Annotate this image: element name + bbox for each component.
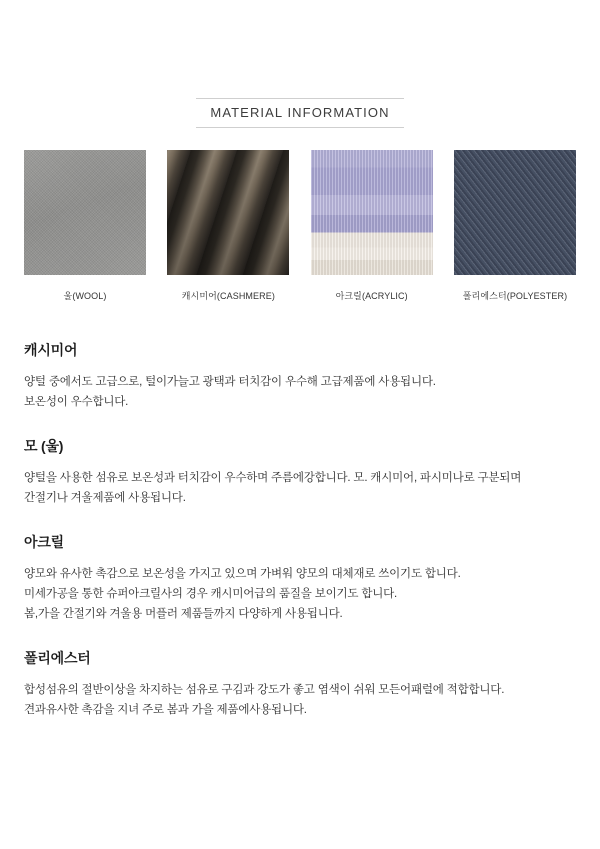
- section-line: 합성섬유의 절반이상을 차지하는 섬유로 구김과 강도가 좋고 염색이 쉬워 모든어패럴에 적합합니다.: [24, 684, 505, 696]
- wool-swatch-image: [24, 150, 146, 275]
- polyester-swatch-label: 폴리에스터(POLYESTER): [462, 291, 568, 301]
- polyester-swatch-image: [454, 150, 576, 275]
- section-line: 봄,가을 간절기와 겨울용 머플러 제품들까지 다양하게 사용됩니다.: [24, 608, 343, 620]
- section-acrylic: [24, 532, 580, 624]
- swatch-row: [24, 150, 576, 302]
- section-line: 보온성이 우수합니다.: [24, 396, 129, 408]
- section-polyester: [24, 648, 580, 720]
- acrylic-swatch-label: 아크릴(ACRYLIC): [335, 291, 408, 301]
- section-line: 미세가공을 통한 슈퍼아크릴사의 경우 캐시미어급의 품질을 보이기도 합니다.: [24, 588, 398, 600]
- page-title-wrap: [0, 98, 600, 128]
- section-heading: 캐시미어: [24, 342, 78, 358]
- swatch-item-acrylic: [311, 150, 433, 302]
- swatch-item-polyester: [454, 150, 576, 302]
- section-line: 견과유사한 촉감을 지녀 주로 봄과 가을 제품에사용됩니다.: [24, 704, 307, 716]
- section-wool: [24, 436, 580, 508]
- section-cashmere: [24, 340, 580, 412]
- section-heading: 모 (울): [24, 438, 64, 454]
- page-title: MATERIAL INFORMATION: [196, 98, 403, 128]
- swatch-item-wool: [24, 150, 146, 302]
- cashmere-swatch-image: [167, 150, 289, 275]
- section-line: 양털 중에서도 고급으로, 털이가늘고 광택과 터치감이 우수해 고급제품에 사용됩니다.: [24, 376, 436, 388]
- section-line: 간절기나 겨울제품에 사용됩니다.: [24, 492, 186, 504]
- wool-swatch-label: 울(WOOL): [63, 291, 107, 301]
- section-heading: 아크릴: [24, 534, 64, 550]
- section-heading: 폴리에스터: [24, 650, 91, 666]
- swatch-item-cashmere: [167, 150, 289, 302]
- acrylic-swatch-image: [311, 150, 433, 275]
- section-line: 양모와 유사한 촉감으로 보온성을 가지고 있으며 가벼워 양모의 대체재로 쓰이기도 합니다.: [24, 568, 461, 580]
- material-descriptions: [24, 340, 580, 720]
- section-line: 양털을 사용한 섬유로 보온성과 터치감이 우수하며 주름에강합니다. 모. 캐시미어, 파시미나로 구분되며: [24, 472, 522, 484]
- cashmere-swatch-label: 캐시미어(CASHMERE): [181, 291, 275, 301]
